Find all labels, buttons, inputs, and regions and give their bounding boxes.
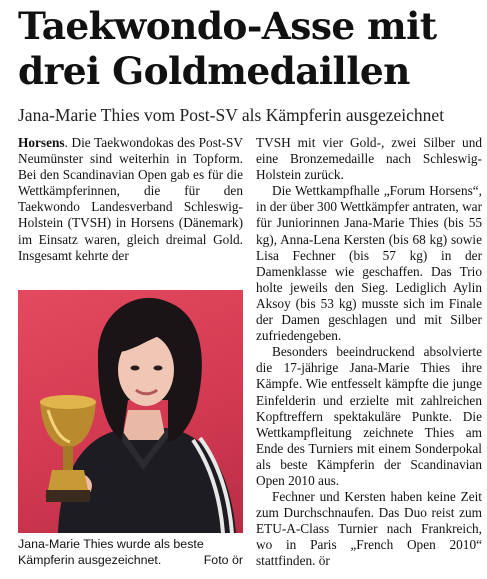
dateline-place: Horsens — [18, 135, 65, 150]
article-paragraph-1: TVSH mit vier Gold-, zwei Silber und eine Bronzemedaille nach Schleswig-Holstein zurück. — [256, 135, 482, 183]
article-intro-paragraph — [18, 135, 243, 264]
intro-text: . Die Taekwondokas des Post-SV Neumünster sind weiterhin in Topform. Bei den Scandinavian Open gab es für die Wettkämpferinnen, die für den Taekwondo Landesverband Schleswig-Holstein (TVSH) in Horsens (Dänemark) im Einsatz waren, gleich dreimal Gold. Insgesamt kehrte der — [18, 135, 243, 263]
headline-line-2: drei Goldmedaillen — [18, 49, 410, 93]
headline-line-1: Taekwondo-Asse mit — [18, 4, 437, 48]
caption-line-2: Kämpferin ausgezeichnet. — [18, 553, 162, 567]
article-paragraph-4: Fechner und Kersten haben keine Zeit zum Durchschnaufen. Das Duo reist zum ETU-A-Class Turnier nach Frankreich, wo in Paris „French Open 2010“ stattfinden. ör — [256, 489, 482, 569]
caption-line-1: Jana-Marie Thies wurde als beste — [18, 537, 204, 551]
photo-credit: Foto ör — [203, 553, 243, 567]
subheadline: Jana-Marie Thies vom Post-SV als Kämpferin ausgezeichnet — [18, 105, 445, 125]
article-photo — [18, 290, 243, 533]
athlete-with-trophy-image — [18, 290, 243, 533]
photo-caption — [18, 536, 243, 568]
article-paragraph-2: Die Wettkampfhalle „Forum Horsens“, in der über 300 Wettkämpfer antraten, war für Juniorinnen Jana-Marie Thies (bis 55 kg), Anna-Lena Kersten (bis 68 kg) sowie Lisa Fechner (bis 57 kg) in der Damenklasse wie geschaffen. Das Trio holte jeweils den Sieg. Lediglich Aylin Aksoy (bis 53 kg) musste sich im Finale der Damen geschlagen und mit Silber zufriedengeben. — [256, 183, 482, 344]
article-column-left — [18, 135, 243, 264]
headline — [18, 4, 480, 94]
article-paragraph-3: Besonders beeindruckend absolvierte die 17-jährige Jana-Marie Thies ihre Kämpfe. Wie entfesselt kämpfte die junge Einfelderin und erzielte mit zahlreichen Kopftreffern spektakuläre Punkte. Die Wettkampfleitung zeichnete Thies am Ende des Turniers mit einem Sonderpokal als beste Kämpferin der Scandinavian Open 2010 aus. — [256, 344, 482, 488]
article-column-right — [256, 135, 482, 570]
